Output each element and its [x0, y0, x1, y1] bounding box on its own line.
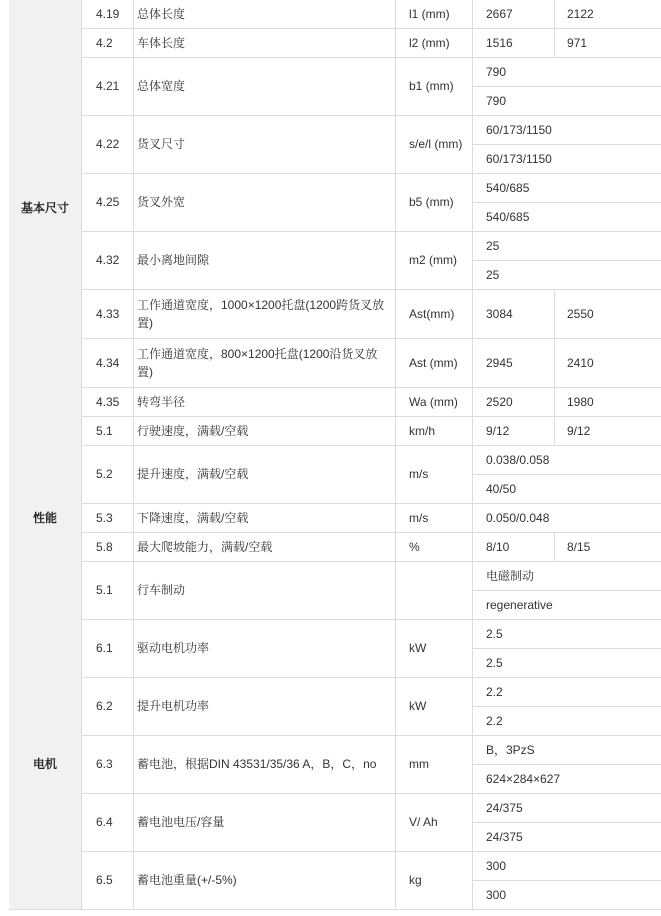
row-name: 蓄电池，根据DIN 43531/35/36 A，B，C，no — [137, 757, 377, 771]
row-unit: % — [409, 539, 420, 554]
column-divider — [554, 28, 555, 57]
value-cell: 2122 — [567, 6, 594, 21]
column-divider — [395, 0, 396, 909]
value-cell: 2410 — [567, 355, 594, 370]
column-divider — [554, 532, 555, 561]
row-name: 行驶速度，满载/空载 — [137, 423, 249, 438]
row-number: 5.1 — [96, 423, 113, 438]
value-cell: 624×284×627 — [486, 771, 561, 786]
row-unit: Ast(mm) — [409, 306, 455, 321]
column-divider — [554, 387, 555, 416]
row-name: 转弯半径 — [137, 394, 186, 409]
row-unit: l1 (mm) — [409, 6, 450, 21]
value-cell: 2.5 — [486, 626, 503, 641]
row-name: 总体宽度 — [137, 79, 186, 93]
row-name: 最大爬坡能力，满载/空载 — [137, 539, 273, 554]
row-unit: mm — [409, 757, 429, 771]
section-label: 性能 — [32, 510, 57, 525]
value-cell: 790 — [486, 64, 507, 79]
row-number: 5.3 — [96, 510, 113, 525]
row-number: 6.2 — [96, 699, 113, 713]
row-name: 工作通道宽度，800×1200托盘(1200沿货叉放置) — [137, 346, 378, 379]
row-name: 车体长度 — [137, 35, 186, 50]
section-divider — [9, 909, 661, 910]
value-cell: 790 — [486, 93, 507, 108]
value-cell: 9/12 — [486, 423, 510, 438]
row-unit: b1 (mm) — [409, 79, 454, 93]
row-number: 6.1 — [96, 641, 113, 655]
row-number: 4.21 — [96, 79, 120, 93]
value-cell: 2.2 — [486, 713, 503, 728]
row-number: 4.19 — [96, 6, 120, 21]
row-number: 6.3 — [96, 757, 113, 771]
value-cell: 2667 — [486, 6, 513, 21]
row-number: 4.32 — [96, 253, 120, 267]
value-cell: 60/173/1150 — [486, 122, 552, 137]
row-unit: km/h — [409, 423, 436, 438]
section-label: 基本尺寸 — [20, 200, 69, 215]
value-cell: 300 — [486, 887, 507, 902]
value-cell: 2520 — [486, 394, 513, 409]
row-unit: Ast (mm) — [409, 355, 458, 370]
column-divider — [554, 416, 555, 445]
value-cell: 40/50 — [486, 481, 517, 496]
value-cell: 电磁制动 — [486, 568, 535, 583]
row-unit: kW — [409, 699, 427, 713]
row-unit: m/s — [409, 510, 429, 525]
value-cell: 540/685 — [486, 209, 530, 224]
value-cell: 60/173/1150 — [486, 151, 552, 166]
column-divider — [554, 289, 555, 338]
column-divider — [554, 0, 555, 28]
column-divider — [472, 0, 473, 909]
row-unit: kW — [409, 641, 427, 655]
row-number: 4.34 — [96, 355, 120, 370]
value-cell: 300 — [486, 858, 507, 873]
column-divider — [81, 0, 82, 909]
value-cell: 2.5 — [486, 655, 503, 670]
row-number: 6.4 — [96, 815, 113, 829]
value-cell: 24/375 — [486, 829, 523, 844]
row-name: 提升速度，满载/空载 — [137, 467, 249, 481]
value-cell: 1980 — [567, 394, 594, 409]
row-unit: m2 (mm) — [409, 253, 457, 267]
row-number: 5.2 — [96, 467, 113, 481]
row-unit: s/e/l (mm) — [409, 137, 463, 151]
row-unit — [395, 561, 472, 619]
row-unit: Wa (mm) — [409, 394, 458, 409]
value-cell: 25 — [486, 267, 500, 282]
row-number: 6.5 — [96, 873, 113, 887]
row-name: 下降速度，满载/空载 — [137, 510, 249, 525]
row-unit: l2 (mm) — [409, 35, 450, 50]
row-name: 蓄电池重量(+/-5%) — [137, 873, 237, 887]
column-divider — [133, 0, 134, 909]
value-cell: 24/375 — [486, 800, 523, 815]
value-cell: 9/12 — [567, 423, 591, 438]
row-name: 提升电机功率 — [137, 699, 210, 713]
row-name: 货叉外宽 — [137, 195, 186, 209]
value-cell: B，3PzS — [486, 742, 535, 757]
row-number: 5.8 — [96, 539, 113, 554]
value-cell: regenerative — [486, 597, 553, 612]
value-cell: 1516 — [486, 35, 513, 50]
value-cell: 971 — [567, 35, 588, 50]
row-name: 蓄电池电压/容量 — [137, 815, 225, 829]
value-cell: 0.050/0.048 — [486, 510, 550, 525]
row-number: 4.2 — [96, 35, 113, 50]
row-name: 驱动电机功率 — [137, 641, 210, 655]
section-label: 电机 — [32, 757, 57, 771]
row-name: 货叉尺寸 — [137, 137, 186, 151]
value-cell: 2.2 — [486, 684, 503, 699]
value-cell: 2945 — [486, 355, 513, 370]
value-cell: 25 — [486, 238, 500, 253]
value-cell: 540/685 — [486, 180, 530, 195]
row-number: 4.22 — [96, 137, 120, 151]
row-name: 总体长度 — [137, 6, 186, 21]
value-cell: 8/10 — [486, 539, 510, 554]
value-cell: 3084 — [486, 306, 513, 321]
value-cell: 8/15 — [567, 539, 591, 554]
row-name: 最小离地间隙 — [137, 253, 210, 267]
row-name: 工作通道宽度，1000×1200托盘(1200跨货叉放置) — [137, 297, 385, 330]
row-name: 行车制动 — [137, 583, 186, 597]
value-cell: 2550 — [567, 306, 594, 321]
row-unit: b5 (mm) — [409, 195, 454, 209]
row-number: 5.1 — [96, 583, 113, 597]
row-unit: kg — [409, 873, 422, 887]
row-unit: V/ Ah — [409, 815, 438, 829]
row-number: 4.33 — [96, 306, 120, 321]
column-divider — [554, 338, 555, 387]
row-number: 4.25 — [96, 195, 120, 209]
row-unit: m/s — [409, 467, 429, 481]
row-number: 4.35 — [96, 394, 120, 409]
value-cell: 0.038/0.058 — [486, 452, 550, 467]
